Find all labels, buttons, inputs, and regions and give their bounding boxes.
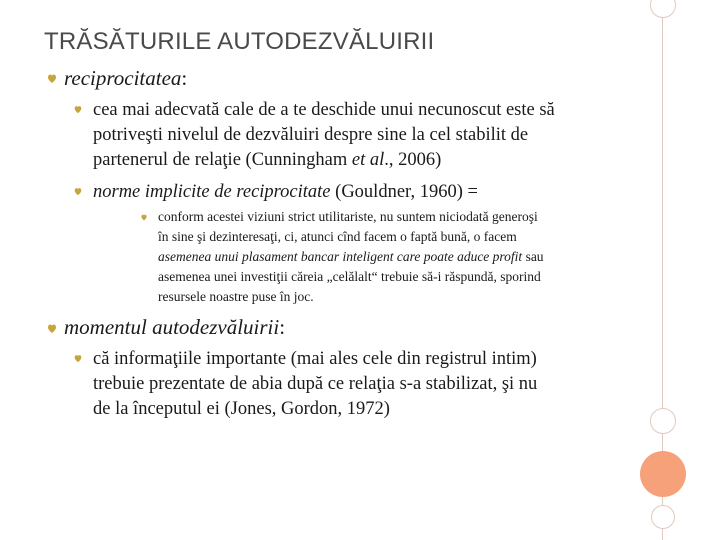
fleuron-bullet-icon xyxy=(73,104,83,114)
bullet-text-line: cea mai adecvată cale de a te deschide unui necunoscut este să xyxy=(93,100,555,120)
fleuron-bullet-icon xyxy=(46,72,58,84)
slide-title: TRĂSĂTURILE AUTODEZVĂLUIRII xyxy=(44,28,435,55)
bullet-text-line: norme implicite de reciprocitate (Gouldner, 1960) = xyxy=(93,182,478,202)
subitem-line: asemenea unei investiţii căreia „celălalt“ trebuie să-i răspundă, sporind xyxy=(158,269,541,284)
bullet-text-line: de la începutul ei (Jones, Gordon, 1972) xyxy=(93,399,390,419)
decorative-circle-mid xyxy=(650,408,676,434)
subitem-line: conform acestei viziuni strict utilitariste, nu suntem niciodată generoşi xyxy=(158,209,538,224)
decorative-circle-accent xyxy=(640,451,686,497)
bullet-text-line: trebuie prezentate de abia după ce relaţia s-a stabilizat, şi nu xyxy=(93,374,538,394)
subitem-line: resursele noastre puse în joc. xyxy=(158,289,314,304)
section-heading-reciprocitatea: reciprocitatea: xyxy=(64,66,188,90)
subitem-line: în sine şi dezinteresaţi, ci, atunci cînd facem o faptă bună, o facem xyxy=(158,229,517,244)
fleuron-bullet-icon xyxy=(73,186,83,196)
section-heading-momentul: momentul autodezvăluirii: xyxy=(64,315,286,339)
fleuron-bullet-icon xyxy=(46,322,58,334)
subitem-line: asemenea unui plasament bancar inteligent care poate aduce profit sau xyxy=(158,249,544,264)
decorative-circle-bottom xyxy=(651,505,675,529)
fleuron-bullet-icon xyxy=(73,353,83,363)
decorative-circle-top xyxy=(650,0,676,18)
bullet-text-line: potriveşti nivelul de dezvăluiri despre sine la cel stabilit de xyxy=(93,125,529,145)
bullet-text-line: partenerul de relaţie (Cunningham et al., 2006) xyxy=(93,150,442,170)
fleuron-bullet-icon xyxy=(140,213,148,221)
bullet-text-line: că informaţiile importante (mai ales cele din registrul intim) xyxy=(93,349,537,369)
